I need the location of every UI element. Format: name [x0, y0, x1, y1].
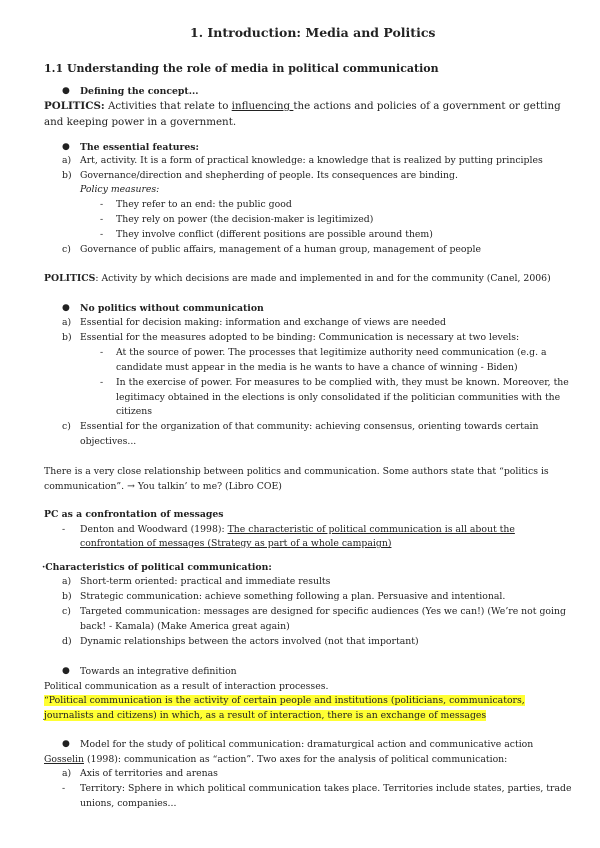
list-marker: a) — [62, 317, 72, 328]
list-marker: c) — [62, 606, 71, 617]
policy-item-2: They rely on power (the decision-maker is legitimized) — [116, 214, 374, 225]
essential-title: The essential features: — [80, 142, 199, 153]
list-marker: b) — [62, 591, 72, 602]
politics-label-2: POLITICS — [44, 273, 96, 284]
integrative-bullet: Towards an integrative definition — [80, 666, 237, 677]
highlighted-text: journalists and citizens) in which, as a result of interaction, there is an exchange of messages — [44, 710, 487, 721]
nopolitics-d2-l2: legitimacy obtained in the elections is only consolidated if the politician communities with the — [116, 392, 561, 403]
list-marker: a) — [62, 768, 72, 779]
relationship-l1: There is a very close relationship between politics and communication. Some authors state that “politics is — [44, 466, 549, 477]
gosselin-rest: (1998): communication as “action”. Two axes for the analysis of political communication: — [84, 754, 508, 765]
essential-b: Governance/direction and shepherding of people. Its consequences are binding. — [80, 170, 458, 181]
policy-item-3: They involve conflict (different positions are possible around them) — [116, 229, 433, 240]
model-bullet: Model for the study of political communication: dramaturgical action and communicative action — [80, 739, 534, 750]
nopolitics-d1-l1: At the source of power. The processes that legitimize authority need communication (e.g. a — [116, 347, 547, 358]
integrative-highlight-2 — [44, 709, 486, 722]
model-a: Axis of territories and arenas — [80, 768, 218, 779]
model-d-l1: Territory: Sphere in which political communication takes place. Territories include states, parties, trade — [80, 783, 572, 794]
nopolitics-a: Essential for decision making: information and exchange of views are needed — [80, 317, 446, 328]
highlighted-text: “Political communication is the activity of certain people and institutions (politicians, communicators, — [44, 695, 525, 706]
bullet-icon: ● — [62, 739, 70, 749]
dash: - — [62, 524, 66, 535]
dash: - — [100, 377, 104, 388]
bullet-defining: Defining the concept... — [80, 86, 199, 97]
pc-dash-line1 — [80, 523, 515, 536]
essential-c: Governance of public affairs, management of a human group, management of people — [80, 244, 481, 255]
list-marker: d) — [62, 636, 72, 647]
characteristics-c-l1: Targeted communication: messages are designed for specific audiences (Yes we can!) (We’re not going — [80, 606, 566, 617]
dash: - — [62, 783, 66, 794]
nopolitics-c-l1: Essential for the organization of that community: achieving consensus, orienting towards certain — [80, 421, 539, 432]
relationship-l2: communication”. → You talkin’ to me? (Libro COE) — [44, 481, 282, 492]
nopolitics-c-l2: objectives... — [80, 436, 137, 447]
integrative-line: Political communication as a result of interaction processes. — [44, 681, 329, 692]
characteristics-title: ·Characteristics of political communication: — [42, 562, 272, 573]
dash: - — [100, 214, 104, 225]
nopolitics-title: No politics without communication — [80, 303, 264, 314]
pc-dash-underlined-1: The characteristic of political communication is all about the — [227, 524, 515, 535]
dash: - — [100, 347, 104, 358]
politics-underlined: influencing — [231, 100, 294, 112]
nopolitics-d2-l1: In the exercise of power. For measures to be complied with, they must be known. Moreover, the — [116, 377, 569, 388]
politics-post: the actions and policies of a government or getting — [293, 100, 561, 112]
pc-dash-prefix: Denton and Woodward (1998): — [80, 524, 228, 535]
nopolitics-b: Essential for the measures adopted to be binding: Communication is necessary at two levels: — [80, 332, 520, 343]
nopolitics-d1-l2: candidate must appear in the media is he wants to have a chance of winning - Biden) — [116, 362, 518, 373]
list-marker: b) — [62, 170, 72, 181]
nopolitics-d2-l3: citizens — [116, 406, 153, 417]
pc-dash-underlined-2: confrontation of messages (Strategy as part of a whole campaign) — [80, 538, 392, 549]
politics-pre: Activities that relate to — [104, 100, 232, 112]
list-marker: c) — [62, 421, 71, 432]
characteristics-d: Dynamic relationships between the actors involved (not that important) — [80, 636, 419, 647]
main-heading: 1. Introduction: Media and Politics — [190, 25, 436, 40]
bullet-icon: ● — [62, 142, 70, 152]
politics-def2-text: : Activity by which decisions are made and implemented in and for the community (Canel, 2006) — [95, 273, 551, 284]
bullet-icon: ● — [62, 86, 70, 96]
model-gosselin-line — [44, 753, 507, 766]
essential-a: Art, activity. It is a form of practical knowledge: a knowledge that is realized by putting principles — [80, 155, 543, 166]
dash: - — [100, 199, 104, 210]
policy-measures-label: Policy measures: — [80, 184, 160, 195]
politics-definition-line1 — [44, 98, 561, 114]
integrative-highlight-1 — [44, 694, 525, 707]
gosselin-name: Gosselin — [44, 754, 85, 765]
list-marker: a) — [62, 155, 72, 166]
list-marker: b) — [62, 332, 72, 343]
characteristics-b: Strategic communication: achieve something following a plan. Persuasive and intentional. — [80, 591, 506, 602]
characteristics-a: Short-term oriented: practical and immediate results — [80, 576, 331, 587]
list-marker: a) — [62, 576, 72, 587]
model-d-l2: unions, companies... — [80, 798, 177, 809]
bullet-icon: ● — [62, 666, 70, 676]
dash: - — [100, 229, 104, 240]
list-marker: c) — [62, 244, 71, 255]
characteristics-c-l2: back! - Kamala) (Make America great again) — [80, 621, 290, 632]
bullet-icon: ● — [62, 303, 70, 313]
politics-label: POLITICS: — [44, 100, 105, 112]
pc-title: PC as a confrontation of messages — [44, 509, 224, 520]
section-heading: 1.1 Understanding the role of media in political communication — [44, 62, 439, 75]
policy-item-1: They refer to an end: the public good — [116, 199, 292, 210]
politics-definition-line2: and keeping power in a government. — [44, 116, 237, 128]
politics-definition-2 — [44, 272, 551, 285]
